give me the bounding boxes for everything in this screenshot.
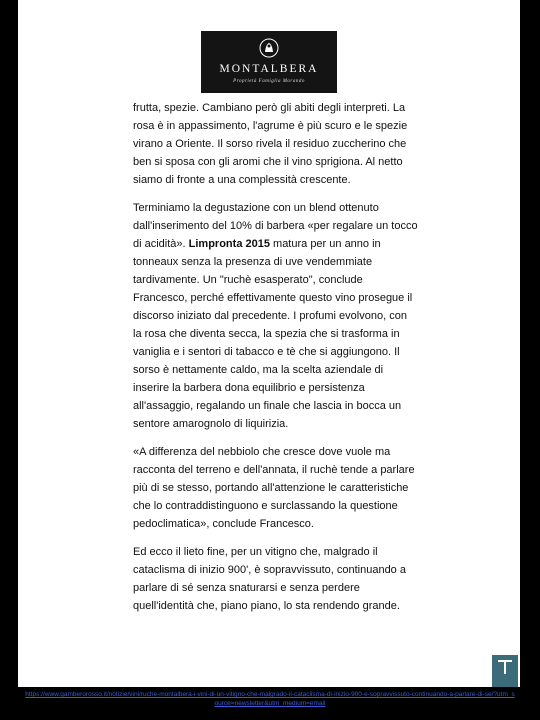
source-link[interactable]: https://www.gamberorosso.it/notizie/vini/ruche-montalbera-i-vini-di-un-vitigno-che-malgrado-il-cataclisma-di-inizio-900-e-sopravvissuto-continuando-a-parlare-di-se/?utm_source=newsletter&utm_medium=email bbox=[25, 691, 515, 707]
article-paragraph bbox=[133, 199, 418, 433]
montalbera-logo bbox=[201, 31, 337, 93]
article-paragraph: «A differenza del nebbiolo che cresce dove vuole ma racconta del terreno e dell'annata, il ruchè tende a parlare più di se stesso, portando all'attenzione le caratteristiche che lo contraddistinguono e surclassando la questione pedoclimatica», conclude Francesco. bbox=[133, 446, 415, 530]
paragraph-text: matura per un anno in tonneaux senza la presenza di uve vendemmiate tardivamente. Un "ruchè esasperato", conclude Francesco, perché effettivamente questo vino prosegue il discorso iniziato dal precedente. I profumi evolvono, con la rosa che diventa secca, la spezia che si trasforma in vaniglia e i sentori di tabacco e tè che si aggiungono. Il sorso è nettamente caldo, ma la scelta aziendale di inserire la barbera dona equilibrio e persistenza all'assaggio, regalando un finale che lascia in bocca un sentore amarognolo di liquirizia. bbox=[133, 238, 413, 430]
article-paragraph: Ed ecco il lieto fine, per un vitigno che, malgrado il cataclisma di inizio 900', è sopravvissuto, continuando a parlare di sé senza snaturarsi e senza perdere quell'identità che, piano piano, lo sta rendendo grande. bbox=[133, 546, 406, 612]
publisher-logo-icon bbox=[495, 658, 515, 676]
document-page bbox=[18, 0, 520, 687]
logo-name: MONTALBERA bbox=[219, 63, 319, 75]
crest-icon bbox=[259, 38, 279, 58]
publisher-badge bbox=[492, 655, 518, 687]
paragraph-text: Terminiamo la degustazione con un blend ottenuto dall'inserimento del 10% di barbera «per regalare un tocco di acidità». bbox=[133, 202, 418, 250]
article-body bbox=[133, 99, 418, 625]
article-paragraph: frutta, spezie. Cambiano però gli abiti degli interpreti. La rosa è in appassimento, l'agrume è più scuro e le spezie virano a Oriente. Il sorso rivela il residuo zuccherino che ben si sposa con gli aromi che il vino sprigiona. Al netto siamo di fronte a una complessità crescente. bbox=[133, 102, 408, 186]
wine-name: Limpronta 2015 bbox=[188, 238, 270, 250]
logo-subtitle: Proprietà Famiglia Morando bbox=[233, 79, 305, 84]
